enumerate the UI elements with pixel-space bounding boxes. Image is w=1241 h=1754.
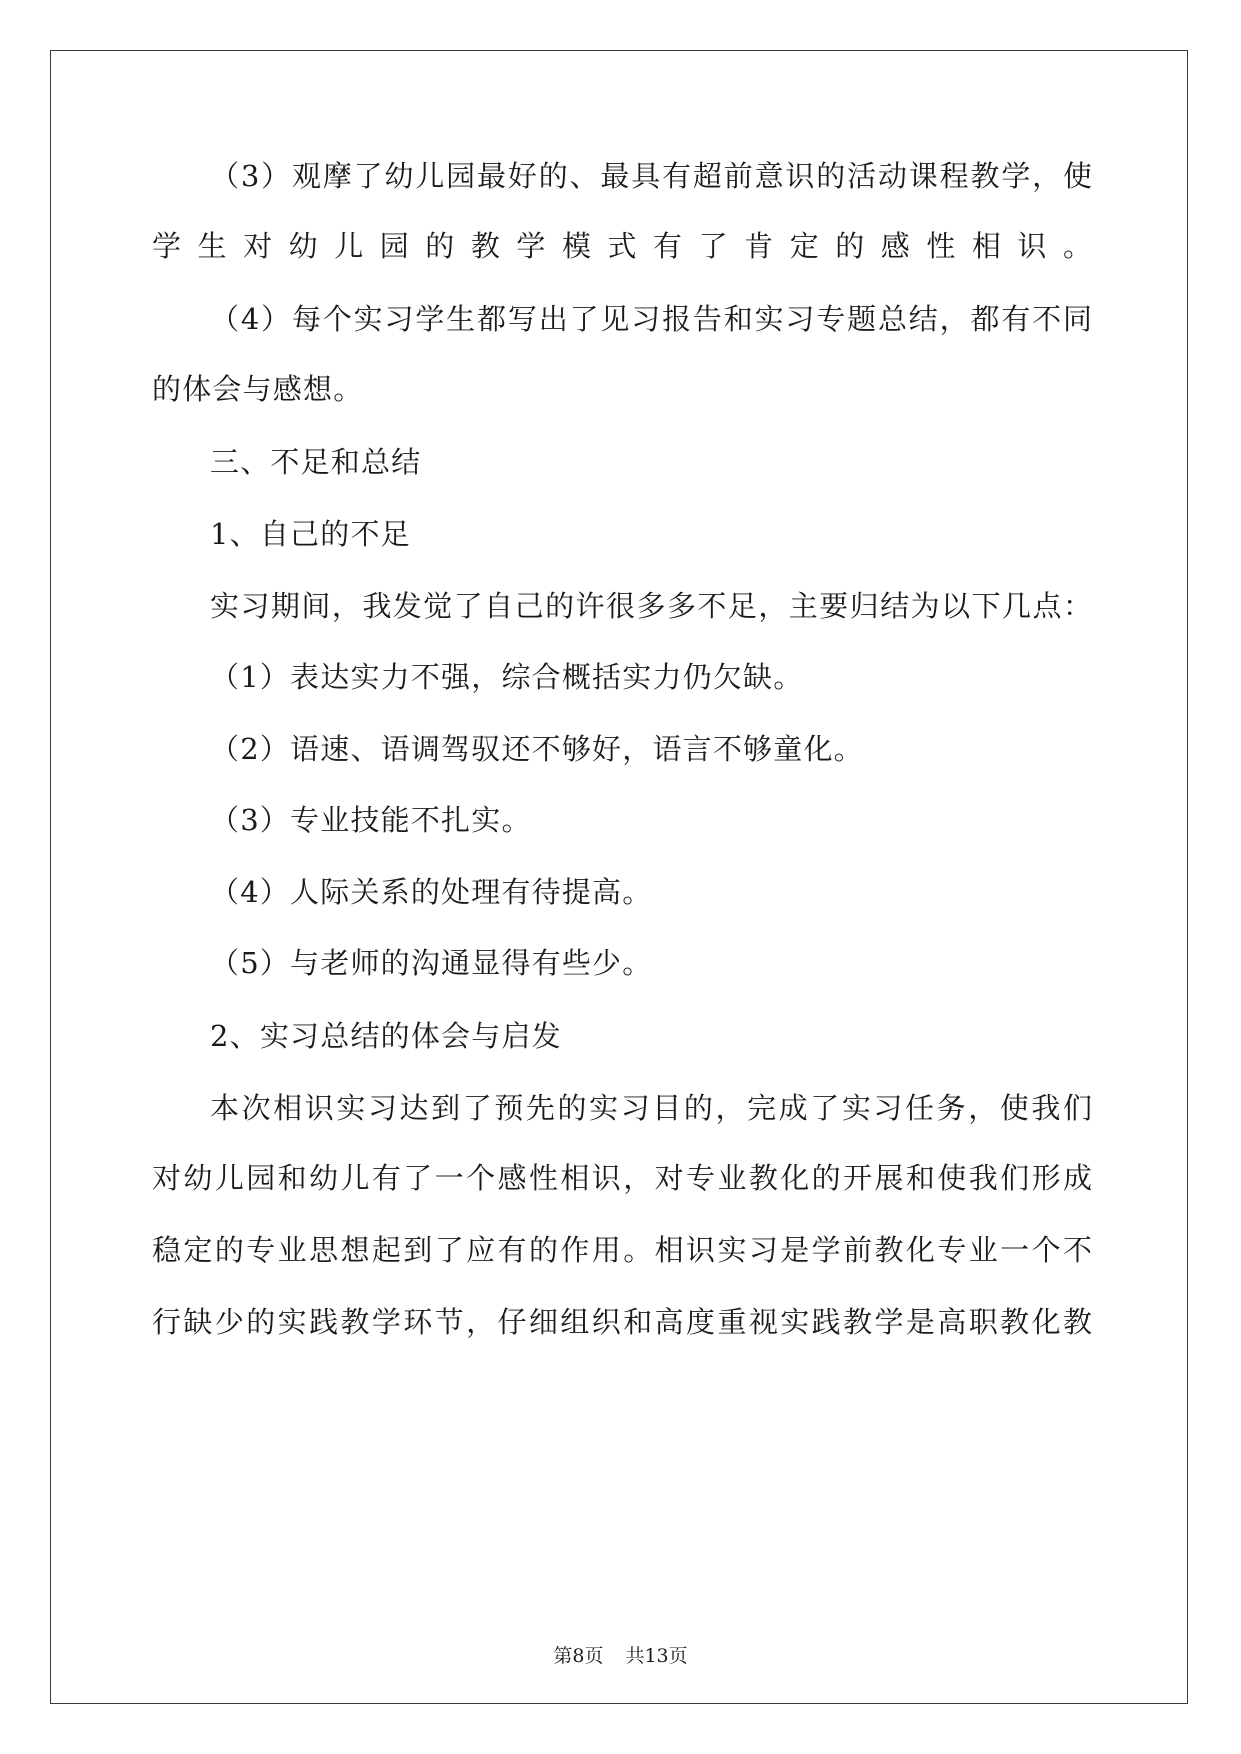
list-item: （4）人际关系的处理有待提高。: [210, 875, 653, 909]
page-number: 第8页: [553, 1645, 604, 1667]
page-footer: [0, 1644, 1241, 1668]
paragraph-line: 的体会与感想。: [152, 372, 364, 406]
list-item: （2）语速、语调驾驭还不够好，语言不够童化。: [210, 732, 864, 766]
paragraph-line: （4）每个实习学生都写出了见习报告和实习专题总结，都有不同: [210, 302, 1092, 336]
paragraph-line: 实习期间，我发觉了自己的许很多多不足，主要归结为以下几点：: [210, 589, 1092, 623]
paragraph-line: 对幼儿园和幼儿有了一个感性相识，对专业教化的开展和使我们形成: [152, 1161, 1092, 1195]
list-item: （1）表达实力不强，综合概括实力仍欠缺。: [210, 660, 804, 694]
paragraph-line: 稳定的专业思想起到了应有的作用。相识实习是学前教化专业一个不: [152, 1233, 1092, 1267]
list-item: （5）与老师的沟通显得有些少。: [210, 946, 653, 980]
page-total: 共13页: [625, 1645, 688, 1667]
list-item: （3）专业技能不扎实。: [210, 803, 532, 837]
section-heading: 三、不足和总结: [210, 445, 422, 479]
paragraph-line: 学生对幼儿园的教学模式有了肯定的感性相识。: [152, 229, 1092, 263]
paragraph-line: 本次相识实习达到了预先的实习目的，完成了实习任务，使我们: [210, 1091, 1092, 1125]
paragraph-line: （3）观摩了幼儿园最好的、最具有超前意识的活动课程教学，使: [210, 159, 1092, 193]
paragraph-line: 行缺少的实践教学环节，仔细组织和高度重视实践教学是高职教化教: [152, 1305, 1092, 1339]
subsection-heading: 1、自己的不足: [210, 517, 411, 551]
subsection-heading: 2、实习总结的体会与启发: [210, 1019, 562, 1053]
